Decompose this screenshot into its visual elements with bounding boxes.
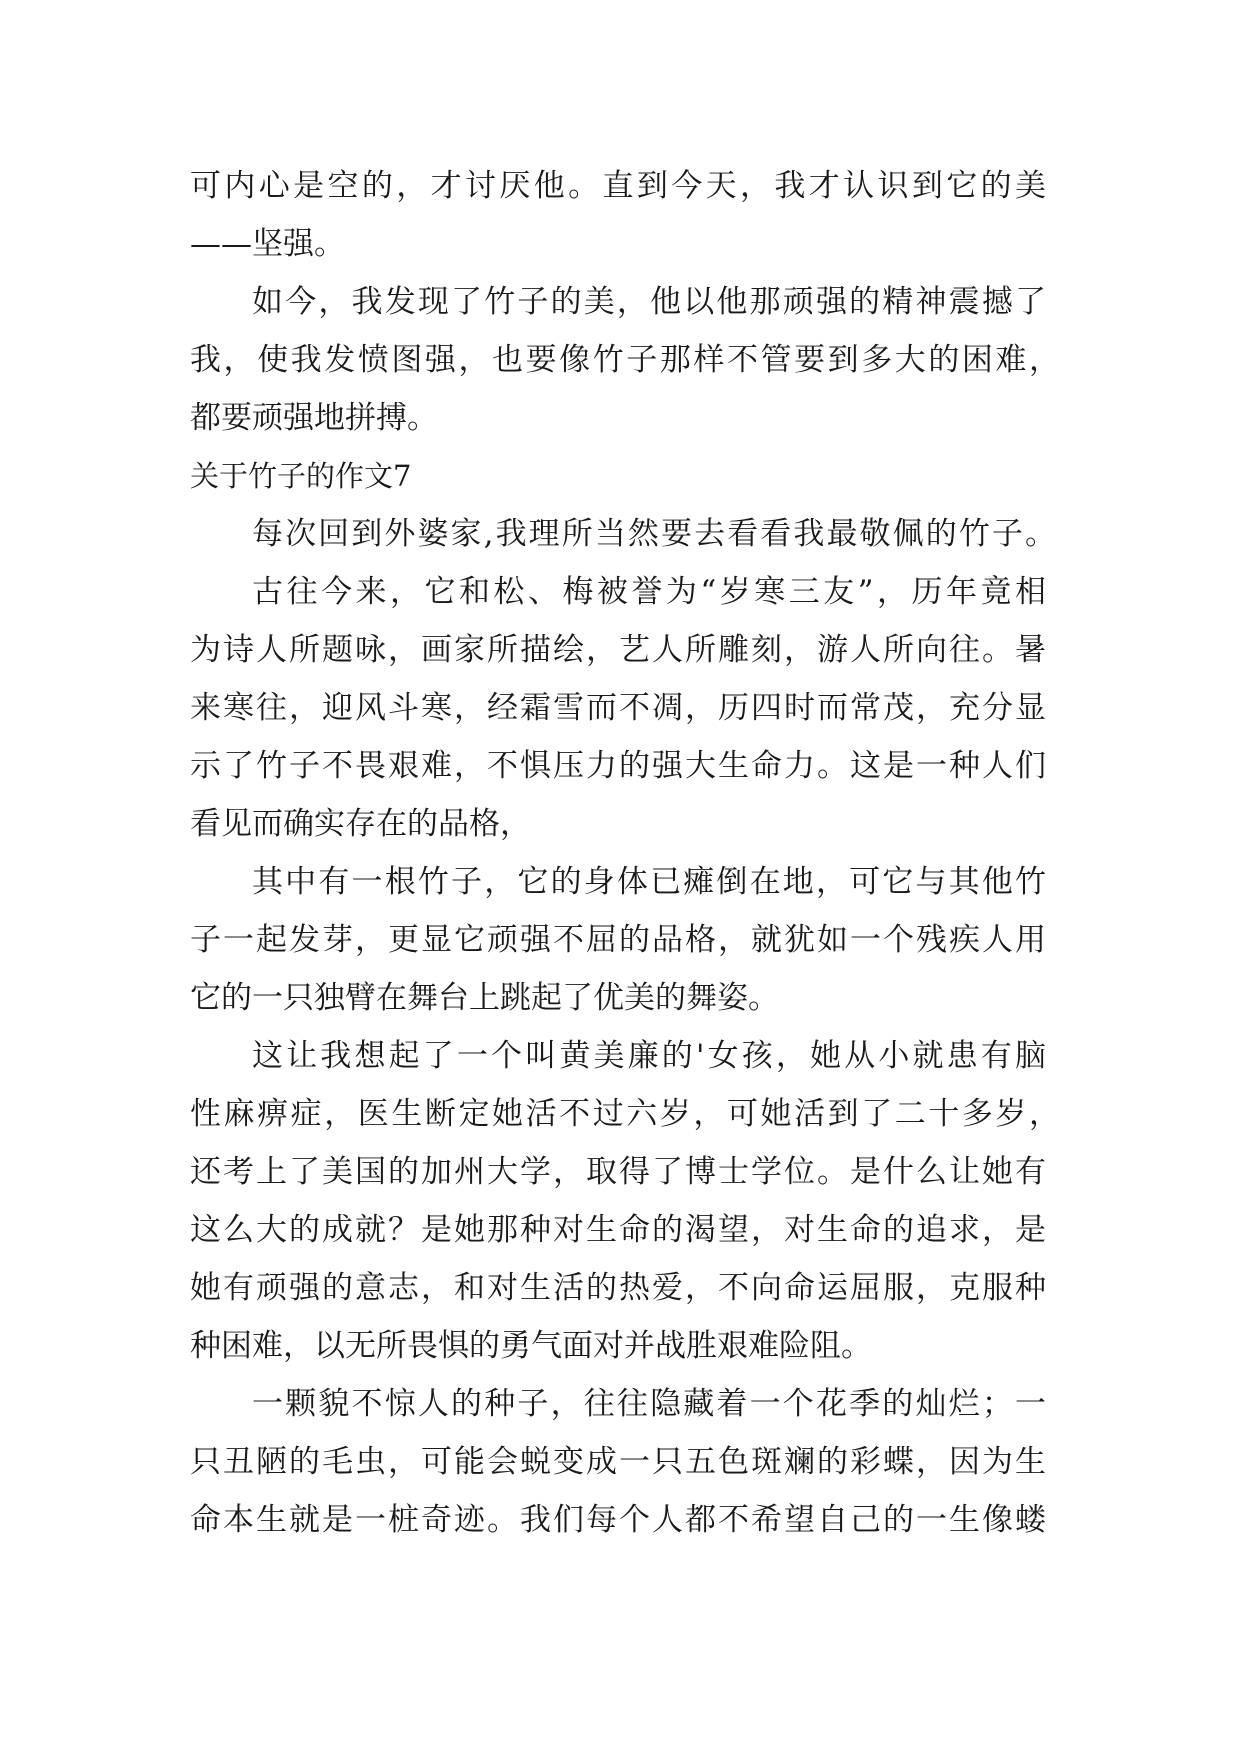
- text-line: 她有顽强的意志，和对生活的热爱，不向命运屈服，克服种: [190, 1270, 1046, 1306]
- paragraph-first-line: 这让我想起了一个叫黄美廉的'女孩，她从小就患有脑: [252, 1038, 1046, 1074]
- text-line: 只丑陋的毛虫，可能会蜕变成一只五色斑斓的彩蝶，因为生: [190, 1444, 1046, 1480]
- text-line: 还考上了美国的加州大学，取得了博士学位。是什么让她有: [190, 1154, 1046, 1190]
- text-line: ——坚强。: [190, 226, 345, 262]
- text-line: 子一起发芽，更显它顽强不屈的品格，就犹如一个残疾人用: [190, 922, 1046, 958]
- paragraph-first-line: 其中有一根竹子，它的身体已瘫倒在地，可它与其他竹: [252, 864, 1046, 900]
- text-line: 这么大的成就？是她那种对生命的渴望，对生命的追求，是: [190, 1212, 1046, 1248]
- text-line: 来寒往，迎风斗寒，经霜雪而不凋，历四时而常茂，充分显: [190, 690, 1046, 726]
- text-line: 它的一只独臂在舞台上跳起了优美的舞姿。: [190, 980, 779, 1016]
- section-heading: 关于竹子的作文7: [190, 459, 412, 493]
- text-line: 种困难，以无所畏惧的勇气面对并战胜艰难险阻。: [190, 1328, 872, 1364]
- paragraph-first-line: 一颗貌不惊人的种子，往往隐藏着一个花季的灿烂；一: [252, 1386, 1046, 1422]
- text-line: 可内心是空的，才讨厌他。直到今天，我才认识到它的美: [190, 168, 1046, 204]
- paragraph-first-line: 每次回到外婆家,我理所当然要去看看我最敬佩的竹子。: [252, 516, 1056, 552]
- text-line: 看见而确实存在的品格，: [190, 806, 531, 842]
- text-line: 我，使我发愤图强，也要像竹子那样不管要到多大的困难，: [190, 342, 1060, 378]
- text-line: 示了竹子不畏艰难，不惧压力的强大生命力。这是一种人们: [190, 748, 1046, 784]
- paragraph-first-line: 如今，我发现了竹子的美，他以他那顽强的精神震撼了: [252, 284, 1046, 320]
- text-line: 为诗人所题咏，画家所描绘，艺人所雕刻，游人所向往。暑: [190, 632, 1046, 668]
- text-line: 都要顽强地拼搏。: [190, 400, 438, 436]
- text-line: 命本生就是一桩奇迹。我们每个人都不希望自己的一生像蝼: [190, 1502, 1046, 1538]
- text-line: 性麻痹症，医生断定她活不过六岁，可她活到了二十多岁，: [190, 1096, 1060, 1132]
- paragraph-first-line: 古往今来，它和松、梅被誉为“岁寒三友”，历年竟相: [252, 574, 1046, 610]
